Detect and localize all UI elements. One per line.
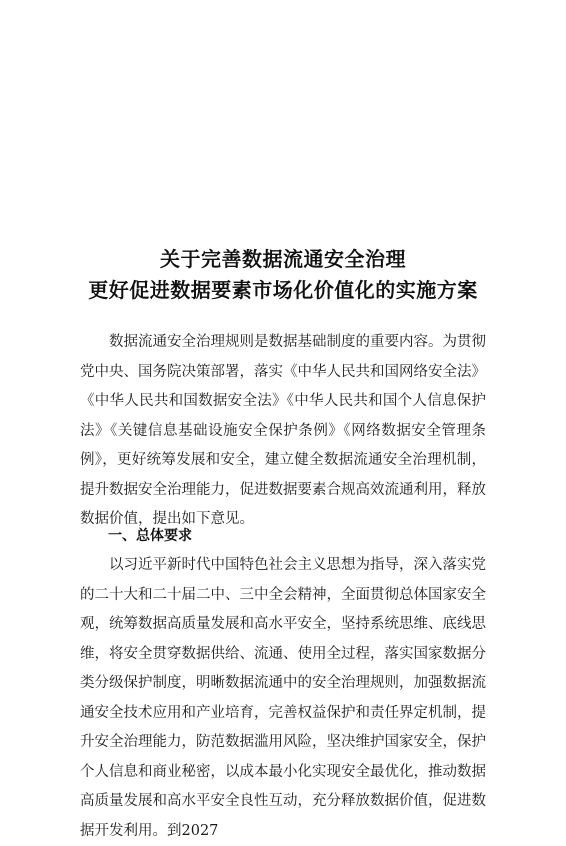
document-title-line-1: 关于完善数据流通安全治理	[160, 247, 406, 271]
document-title-line-2: 更好促进数据要素市场化价值化的实施方案	[88, 278, 478, 302]
section-heading-general-requirements: 一、总体要求	[108, 528, 192, 544]
intro-paragraph: 数据流通安全治理规则是数据基础制度的重要内容。为贯彻党中央、国务院决策部署，落实《中华人民共和国网络安全法》《中华人民共和国数据安全法》《中华人民共和国个人信息保护法》《关键信息基础设施安全保护条例》《网络数据安全管理条例》，更好统筹发展和安全，建立健全数据流通安全治理机制，提升数据安全治理能力，促进数据要素合规高效流通利用，释放数据价值，提出如下意见。	[80, 334, 486, 527]
section-paragraph: 以习近平新时代中国特色社会主义思想为指导，深入落实党的二十大和二十届二中、三中全会精神，全面贯彻总体国家安全观，统筹数据高质量发展和高水平安全，坚持系统思维、底线思维，将安全贯穿数据供给、流通、使用全过程，落实国家数据分类分级保护制度，明晰数据流通中的安全治理规则，加强数据流通安全技术应用和产业培育，完善权益保护和责任界定机制，提升安全治理能力，防范数据滥用风险，坚决维护国家安全，保护个人信息和商业秘密，以成本最小化实现安全最优化，推动数据高质量发展和高水平安全良性互动，充分释放数据价值，促进数据开发利用。到2027	[80, 557, 486, 839]
